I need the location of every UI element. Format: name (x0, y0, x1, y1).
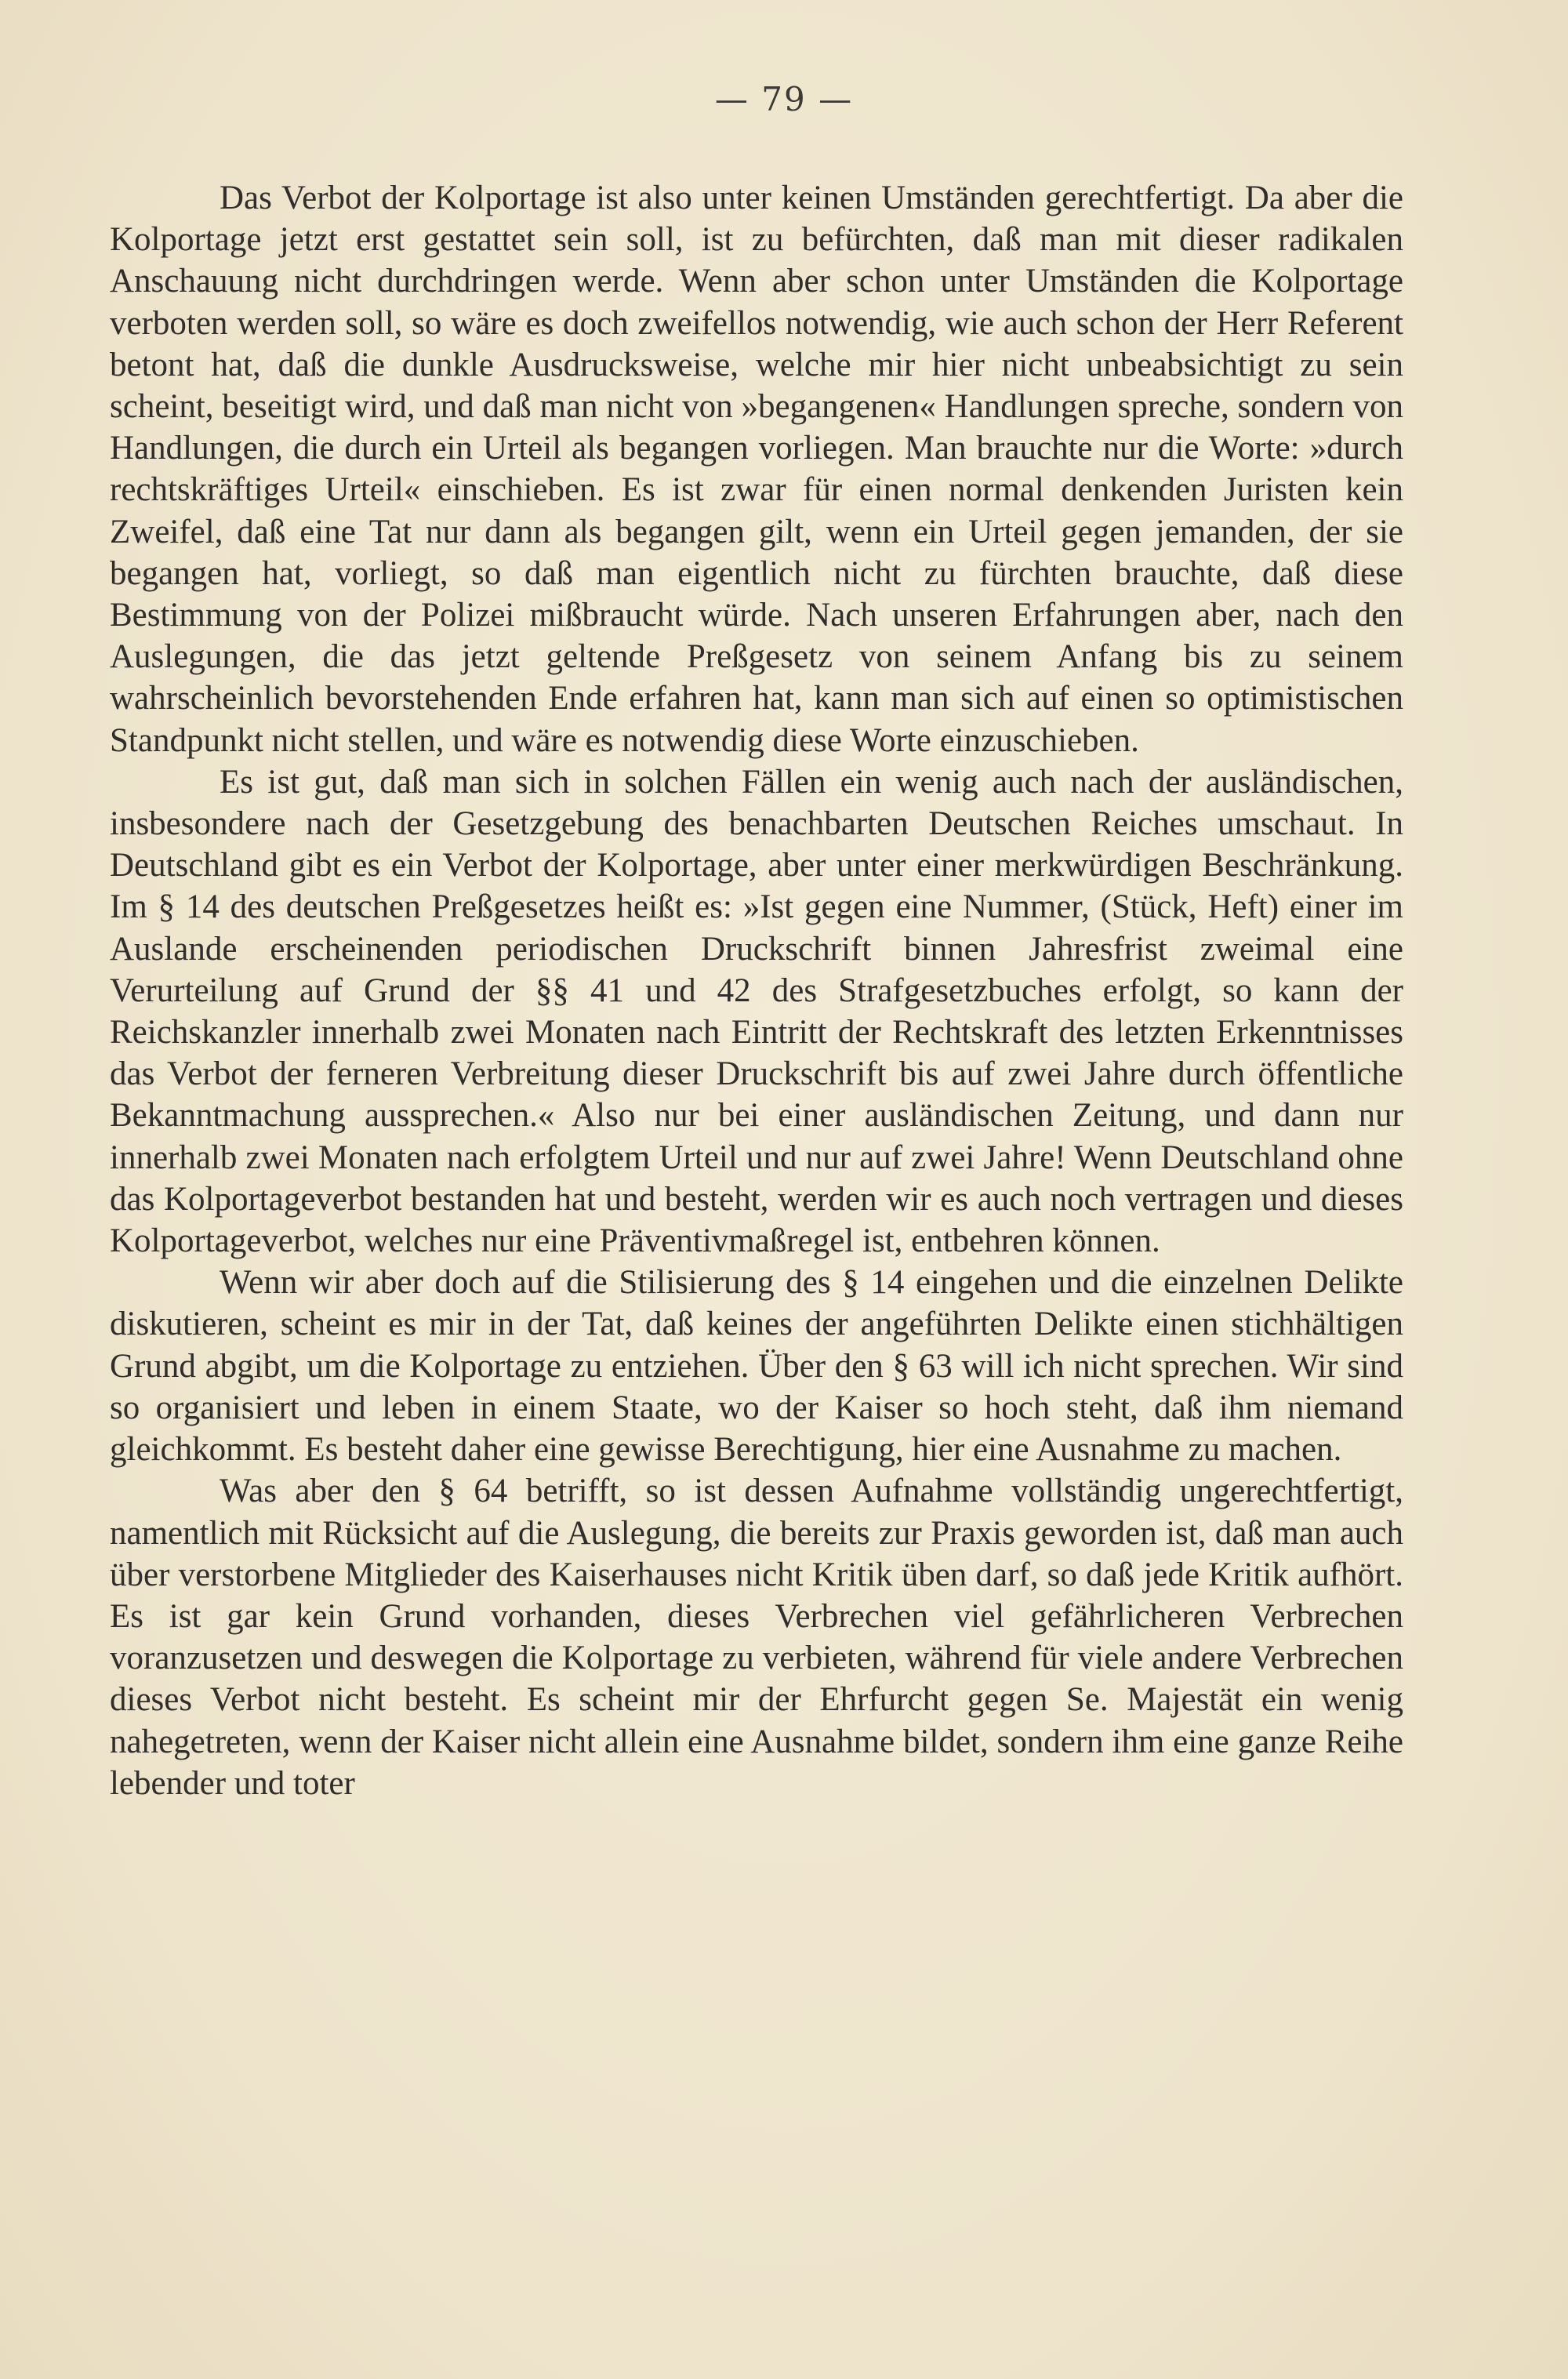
body-text (110, 177, 1403, 1804)
page-number: — 79 — (714, 80, 854, 118)
paragraph: Wenn wir aber doch auf die Stilisierung des § 14 eingehen und die einzelnen Delikte diskutieren, scheint es mir in der Tat, daß keines der angeführten Delikte einen stichhältigen Grund abgibt, um die Kolportage zu entziehen. Über den § 63 will ich nicht sprechen. Wir sind so organisiert und leben in einem Staate, wo der Kaiser so hoch steht, daß ihm niemand gleichkommt. Es besteht daher eine gewisse Berechtigung, hier eine Ausnahme zu machen. (110, 1264, 1403, 1469)
paragraph: Was aber den § 64 betrifft, so ist dessen Aufnahme vollständig ungerechtfertigt, namentlich mit Rücksicht auf die Auslegung, die bereits zur Praxis geworden ist, daß man auch über verstorbene Mitglieder des Kaiserhauses nicht Kritik üben darf, so daß jede Kritik aufhört. Es ist gar kein Grund vorhanden, dieses Verbrechen viel gefährlicheren Verbrechen voranzusetzen und deswegen die Kolportage zu verbieten, während für viele andere Verbrechen dieses Verbot nicht besteht. Es scheint mir der Ehrfurcht gegen Se. Majestät ein wenig nahegetreten, wenn der Kaiser nicht allein eine Ausnahme bildet, sondern ihm eine ganze Reihe lebender und toter (110, 1473, 1403, 1802)
paragraph: Es ist gut, daß man sich in solchen Fällen ein wenig auch nach der ausländischen, insbesondere nach der Gesetzgebung des benachbarten Deutschen Reiches umschaut. In Deutschland gibt es ein Verbot der Kolportage, aber unter einer merkwürdigen Beschränkung. Im § 14 des deutschen Preßgesetzes heißt es: »Ist gegen eine Nummer, (Stück, Heft) einer im Auslande erscheinenden periodischen Druckschrift binnen Jahresfrist zweimal eine Verurteilung auf Grund der §§ 41 und 42 des Strafgesetzbuches erfolgt, so kann der Reichskanzler innerhalb zwei Monaten nach Eintritt der Rechtskraft des letzten Erkenntnisses das Verbot der ferneren Verbreitung dieser Druckschrift bis auf zwei Jahre durch öffentliche Bekanntmachung aussprechen.« Also nur bei einer ausländischen Zeitung, und dann nur innerhalb zwei Monaten nach erfolgtem Urteil und nur auf zwei Jahre! Wenn Deutschland ohne das Kolportageverbot bestanden hat und besteht, werden wir es auch noch vertragen und dieses Kolportageverbot, welches nur eine Präventivmaßregel ist, entbehren können. (110, 763, 1403, 1260)
paragraph: Das Verbot der Kolportage ist also unter keinen Umständen gerechtfertigt. Da aber die Kolportage jetzt erst gestattet sein soll, ist zu befürchten, daß man mit dieser radikalen Anschauung nicht durchdringen werde. Wenn aber schon unter Umständen die Kolportage verboten werden soll, so wäre es doch zweifellos notwendig, wie auch schon der Herr Referent betont hat, daß die dunkle Ausdrucksweise, welche mir hier nicht unbeabsichtigt zu sein scheint, beseitigt wird, und daß man nicht von »begangenen« Handlungen spreche, sondern von Handlungen, die durch ein Urteil als begangen vorliegen. Man brauchte nur die Worte: »durch rechtskräftiges Urteil« einschieben. Es ist zwar für einen normal denkenden Juristen kein Zweifel, daß eine Tat nur dann als begangen gilt, wenn ein Urteil gegen jemanden, der sie begangen hat, vorliegt, so daß man eigentlich nicht zu fürchten brauchte, daß diese Bestimmung von der Polizei mißbraucht würde. Nach unseren Erfahrungen aber, nach den Auslegungen, die das jetzt geltende Preßgesetz von seinem Anfang bis zu seinem wahrscheinlich bevorstehenden Ende erfahren hat, kann man sich auf einen so optimistischen Standpunkt nicht stellen, und wäre es notwendig diese Worte einzuschieben. (110, 180, 1403, 759)
